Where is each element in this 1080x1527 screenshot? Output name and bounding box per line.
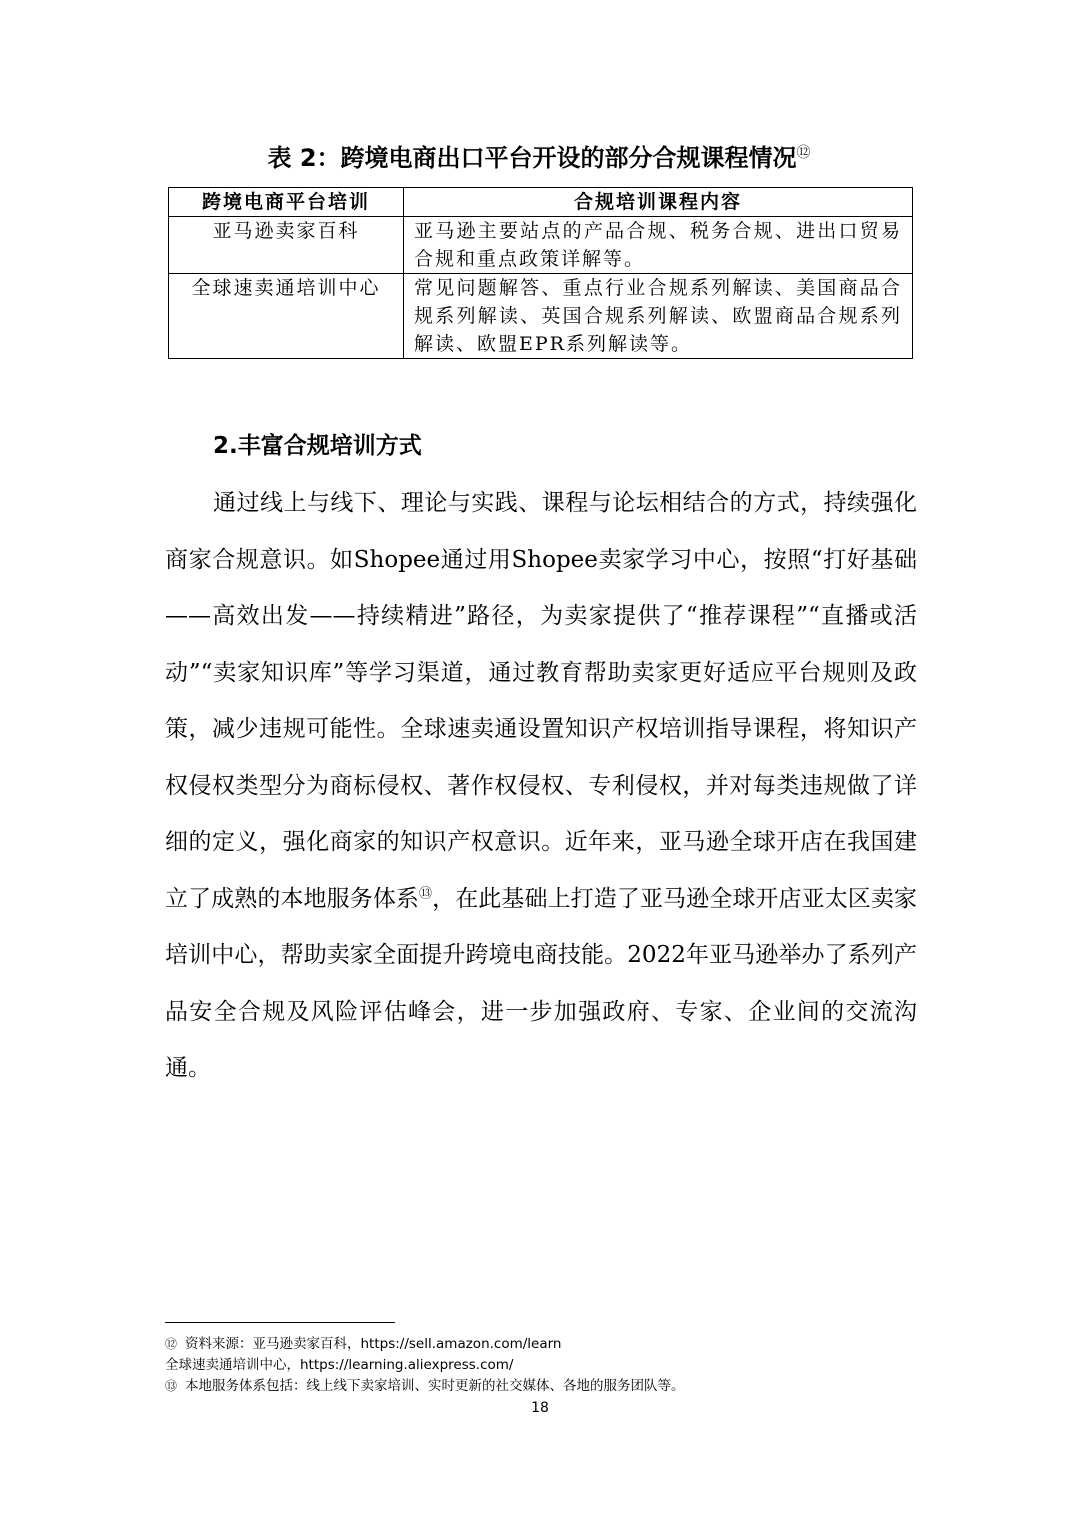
paragraph-text-part1: 通过线上与线下、理论与实践、课程与论坛相结合的方式，持续强化商家合规意识。如Shopee通过用Shopee卖家学习中心，按照“打好基础——高效出发——持续精进”路径，为卖家提供了“推荐课程”“直播或活动”“卖家知识库”等学习渠道，通过教育帮助卖家更好适应平台规则及政策，减少违规可能性。全球速卖通设置知识产权培训指导课程，将知识产权侵权类型分为商标侵权、著作权侵权、专利侵权，并对每类违规做了详细的定义，强化商家的知识产权意识。近年来，亚马逊全球开店在我国建立了成熟的本地服务体系 [165, 490, 917, 912]
table-title [165, 140, 913, 176]
page-number: 18 [531, 1400, 549, 1416]
body-paragraph [165, 475, 917, 1097]
cell-platform: 亚马逊卖家百科 [169, 217, 404, 274]
cell-platform: 全球速卖通培训中心 [169, 274, 404, 359]
footnote-line [165, 1334, 925, 1355]
table-title-text: 表 2：跨境电商出口平台开设的部分合规课程情况 [267, 144, 797, 172]
compliance-courses-table [168, 187, 913, 359]
footnote-text: 全球速卖通培训中心，https://learning.aliexpress.com/ [165, 1357, 514, 1373]
footnotes [165, 1334, 925, 1397]
cell-content: 常见问题解答、重点行业合规系列解读、美国商品合规系列解读、英国合规系列解读、欧盟商品合规系列解读、欧盟EPR系列解读等。 [404, 274, 913, 359]
table-header-row [169, 188, 913, 217]
table-title-footnote-ref: ⑫ [796, 145, 811, 161]
footnote-line [165, 1355, 925, 1376]
paragraph-text-part2: ，在此基础上打造了亚马逊全球开店亚太区卖家培训中心，帮助卖家全面提升跨境电商技能。2022年亚马逊举办了系列产品安全合规及风险评估峰会，进一步加强政府、专家、企业间的交流沟通。 [165, 885, 917, 1081]
cell-content: 亚马逊主要站点的产品合规、税务合规、进出口贸易合规和重点政策详解等。 [404, 217, 913, 274]
table-row [169, 217, 913, 274]
footnote-line [165, 1376, 925, 1397]
section-heading: 2.丰富合规培训方式 [213, 433, 422, 459]
footnote-mark: ⑫ [165, 1337, 178, 1351]
header-content: 合规培训课程内容 [404, 188, 913, 217]
footnote-text: 资料来源：亚马逊卖家百科，https://sell.amazon.com/learn [185, 1336, 562, 1352]
footnote-text: 本地服务体系包括：线上线下卖家培训、实时更新的社交媒体、各地的服务团队等。 [185, 1378, 685, 1394]
paragraph-footnote-ref: ⑬ [419, 885, 433, 901]
footnote-mark: ⑬ [165, 1379, 178, 1393]
table-row [169, 274, 913, 359]
footnote-separator [165, 1322, 395, 1323]
header-platform: 跨境电商平台培训 [169, 188, 404, 217]
